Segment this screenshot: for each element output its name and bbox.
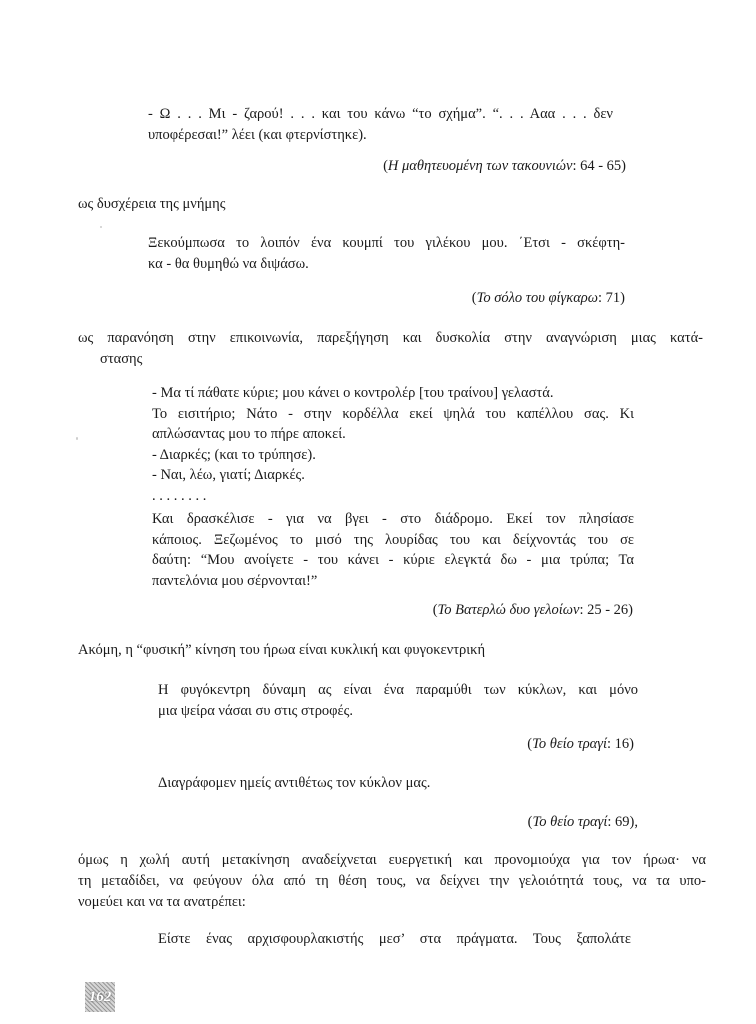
source-pages: : 16) bbox=[607, 736, 634, 752]
quote-line: παντελόνια μου σέρνονται!” bbox=[152, 572, 318, 589]
section-heading-1 bbox=[78, 194, 618, 215]
quote-line: δαύτη: “Μου ανοίγετε - του κάνει - κύριε ελεγκτά δω - μια τρύπα; Τα bbox=[152, 552, 634, 568]
heading-text: Ακόμη, η “φυσική” κίνηση του ήρωα είναι κυκλική και φυγοκεντρική bbox=[78, 642, 486, 658]
source-citation-4: (Το θείο τραγί: 16) bbox=[527, 736, 634, 752]
paragraph-line: όμως η χωλή αυτή μετακίνηση αναδείχνεται ευεργετική και προνομιούχα για τον ήρωα· να bbox=[78, 852, 706, 868]
heading-text: ως παρανόηση στην επικοινωνία, παρεξήγηση και δυσκολία στην αναγνώριση μιας κατά- bbox=[78, 330, 703, 346]
quote-line: Και δρασκέλισε - για να βγει - στο διάδρομο. Εκεί τον πλησίασε bbox=[152, 511, 634, 527]
quote-line: Η φυγόκεντρη δύναμη ας είναι ένα παραμύθι των κύκλων, και μόνο bbox=[158, 682, 638, 698]
quote-block-5 bbox=[158, 773, 638, 794]
quote-line: Διαγράφομεν ημείς αντιθέτως τον κύκλον μας. bbox=[158, 775, 431, 791]
quote-line: - Ω . . . Μι - ζαρού! . . . και του κάνω “το σχήμα”. “. . . Ααα . . . δεν bbox=[148, 106, 613, 122]
quote-line: - Μα τί πάθατε κύριε; μου κάνει ο κοντρολέρ [του τραίνου] γελαστά. bbox=[152, 385, 554, 401]
section-heading-2 bbox=[78, 328, 703, 370]
section-heading-3 bbox=[78, 640, 638, 661]
ellipsis-separator: . . . . . . . . bbox=[152, 487, 207, 504]
heading-text: ως δυσχέρεια της μνήμης bbox=[78, 196, 226, 212]
source-title: Το σόλο του φίγκαρω bbox=[476, 290, 599, 306]
quote-line: κα - θα θυμηθώ να διψάσω. bbox=[148, 256, 309, 272]
source-pages: : 71) bbox=[598, 290, 625, 306]
quote-line: Ξεκούμπωσα το λοιπόν ένα κουμπί του γιλέκου μου. ΄Ετσι - σκέφτη- bbox=[148, 235, 625, 251]
quote-line: υποφέρεσαι!” λέει (και φτερνίστηκε). bbox=[148, 127, 367, 143]
scan-speck bbox=[100, 226, 102, 228]
page-number: 162 bbox=[85, 982, 115, 1012]
scan-speck bbox=[76, 437, 78, 440]
body-paragraph bbox=[78, 850, 706, 913]
quote-block-2 bbox=[148, 233, 625, 275]
source-citation-2: (Το σόλο του φίγκαρω: 71) bbox=[471, 290, 625, 306]
quote-line: - Διαρκές; (και το τρύπησε). bbox=[152, 446, 316, 463]
source-citation-3: (Το Βατερλώ δυο γελοίων: 25 - 26) bbox=[432, 602, 633, 618]
quote-line: μια ψείρα νάσαι συ στις στροφές. bbox=[158, 703, 353, 719]
quote-block-4 bbox=[158, 680, 638, 722]
quote-block-3 bbox=[152, 383, 634, 591]
source-title: Το θείο τραγί bbox=[532, 736, 608, 752]
source-title: Η μαθητευομένη των τακουνιών bbox=[387, 158, 573, 174]
heading-text: στασης bbox=[100, 351, 143, 367]
source-citation-5: (Το θείο τραγί: 69), bbox=[527, 814, 638, 830]
source-pages: : 64 - 65) bbox=[572, 158, 626, 174]
quote-line: Το εισιτήριο; Νάτο - στην κορδέλλα εκεί ψηλά του καπέλλου σας. Κι bbox=[152, 405, 634, 422]
source-title: Το θείο τραγί bbox=[532, 814, 608, 830]
source-pages: : 25 - 26) bbox=[579, 602, 633, 618]
quote-block-6 bbox=[158, 929, 631, 950]
source-citation-1: (Η μαθητευομένη των τακουνιών: 64 - 65) bbox=[383, 158, 626, 174]
quote-line: κάποιος. Ξεζωμένος το μισό της λουρίδας του και δείχνοντάς του σε bbox=[152, 531, 634, 548]
source-pages: : 69), bbox=[607, 814, 638, 830]
quote-line: - Ναι, λέω, γιατί; Διαρκές. bbox=[152, 467, 305, 483]
quote-block-1 bbox=[148, 104, 613, 146]
quote-line: απλώσαντας μου το πήρε αποκεί. bbox=[152, 426, 346, 442]
paragraph-line: νομεύει και να τα ανατρέπει: bbox=[78, 894, 246, 910]
source-title: Το Βατερλώ δυο γελοίων bbox=[437, 602, 580, 618]
quote-line: Είστε ένας αρχισφουρλακιστής μεσ’ στα πράγματα. Τους ξαπολάτε bbox=[158, 931, 631, 947]
paragraph-line: τη μεταδίδει, να φεύγουν όλα από τη θέση τους, να δείχνει την γελοιότητά τους, να τα υπο- bbox=[78, 873, 706, 889]
